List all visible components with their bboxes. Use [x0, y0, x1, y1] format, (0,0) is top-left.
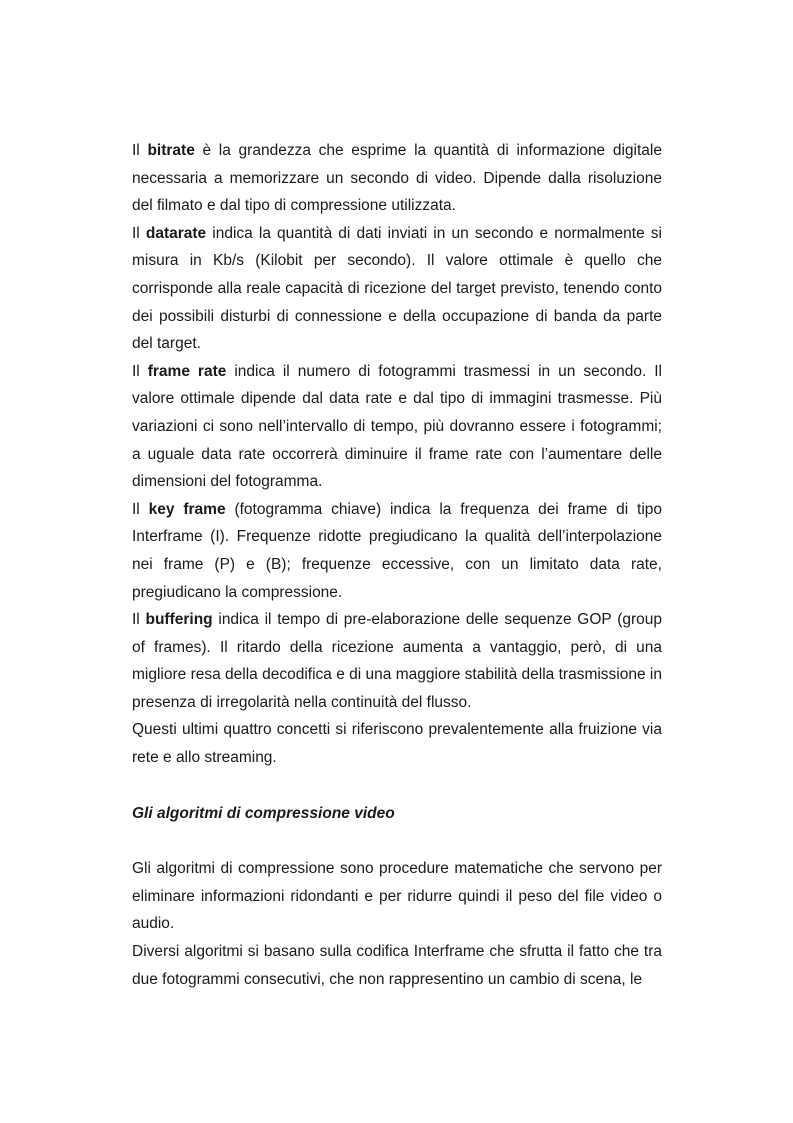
paragraph-text: Il — [132, 142, 148, 159]
paragraph-text: indica il tempo di pre-elaborazione delle sequenze GOP (group of frames). Il ritardo della ricezione aumenta a vantaggio, però, di una migliore resa della decodifica e di una maggiore stabilità della trasmissione in presenza di irregolarità nella continuità del flusso. — [132, 611, 662, 711]
paragraph-bitrate — [132, 137, 662, 220]
section-paragraph-2: Diversi algoritmi si basano sulla codifica Interframe che sfrutta il fatto che tra due fotogrammi consecutivi, che non rappresentino un cambio di scena, le — [132, 943, 662, 988]
term-key-frame: key frame — [148, 500, 226, 518]
paragraph-buffering — [132, 606, 662, 716]
section-paragraph-1: Gli algoritmi di compressione sono procedure matematiche che servono per eliminare informazioni ridondanti e per ridurre quindi il peso del file video o audio. — [132, 860, 662, 933]
paragraph-text: è la grandezza che esprime la quantità di informazione digitale necessaria a memorizzare un secondo di video. Dipende dalla risoluzione del filmato e dal tipo di compressione utilizzata. — [132, 142, 662, 215]
paragraph-text: indica la quantità di dati inviati in un secondo e normalmente si misura in Kb/s (Kilobit per secondo). Il valore ottimale è quello che corrisponde alla reale capacità di ricezione del target previsto, tenendo conto dei possibili disturbi di connessione e della occupazione di banda da parte del target. — [132, 224, 662, 353]
term-bitrate: bitrate — [147, 142, 195, 159]
paragraph-text: Il — [132, 611, 146, 629]
paragraph-text: Il — [132, 500, 149, 518]
term-frame-rate: frame rate — [147, 362, 227, 380]
term-buffering: buffering — [145, 611, 213, 629]
paragraph-datarate — [132, 220, 662, 358]
section-heading: Gli algoritmi di compressione video — [132, 804, 395, 822]
paragraph-text: (fotogramma chiave) indica la frequenza dei frame di tipo Interframe (I). Frequenze ridotte pregiudicano la qualità dell’interpolazione nei frame (P) e (B); frequenze eccessive, con un limitato data rate, pregiudicano la compressione. — [132, 500, 663, 601]
paragraph-text: Il — [132, 362, 148, 380]
paragraph-text: indica il numero di fotogrammi trasmessi in un secondo. Il valore ottimale dipende dal data rate e dal tipo di immagini trasmesse. Più variazioni ci sono nell’intervallo di tempo, più dovranno essere i fotogrammi; a uguale data rate occorrerà diminuire il frame rate con l’aumentare delle dimensioni del fotogramma. — [132, 362, 662, 491]
paragraph-text: Il — [132, 224, 146, 242]
paragraph-frame-rate — [132, 358, 662, 496]
document-page — [132, 137, 662, 993]
paragraph-closing: Questi ultimi quattro concetti si riferiscono prevalentemente alla fruizione via rete e allo streaming. — [132, 721, 662, 767]
paragraph-key-frame — [132, 496, 662, 606]
term-datarate: datarate — [145, 224, 207, 242]
